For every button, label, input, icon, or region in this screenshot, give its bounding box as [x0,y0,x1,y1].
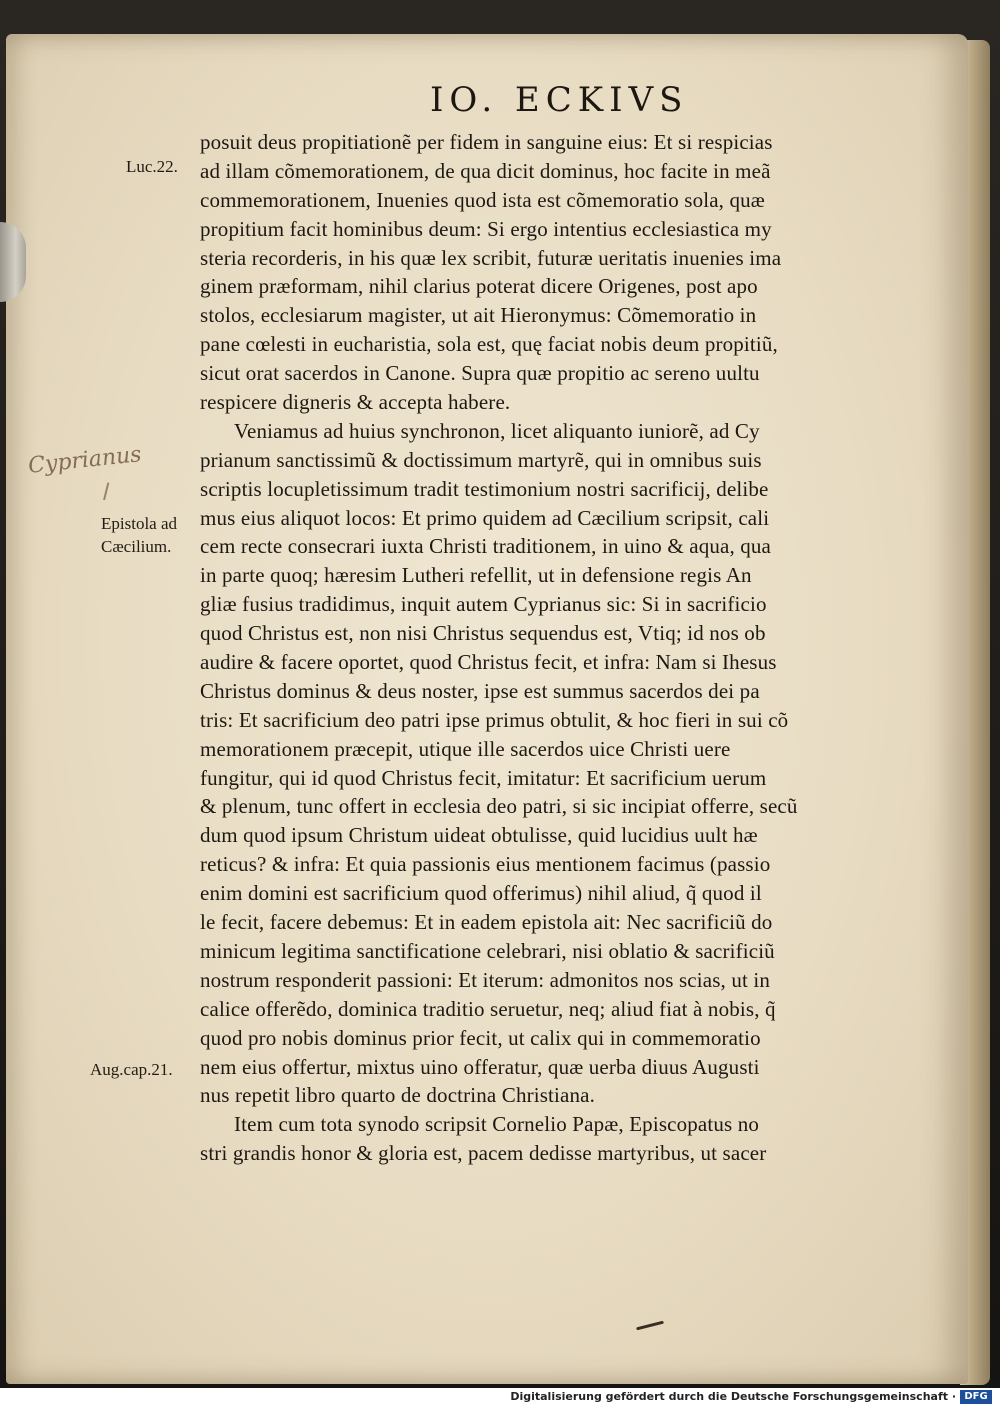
text-line: le fecit, facere debemus: Et in eadem epistola ait: Nec sacrificiũ do [200,910,773,935]
text-line: stolos, ecclesiarum magister, ut ait Hieronymus: Cõmemoratio in [200,303,757,328]
text-line: tris: Et sacrificium deo patri ipse primus obtulit, & hoc fieri in sui cõ [200,707,789,732]
margin-note-luc: Luc.22. [126,157,178,176]
text-line: nem eius offertur, mixtus uino offeratur, quæ uerba diuus Augusti [200,1054,760,1079]
margin-note-epistola-line1: Epistola ad [101,514,178,533]
text-line: stri grandis honor & gloria est, pacem dedisse martyribus, ut sacer [200,1141,767,1166]
body-text [200,128,900,1168]
dfg-logo: DFG [960,1390,992,1404]
text-line: nostrum responderit passioni: Et iterum: admonitos nos scias, ut in [200,967,770,992]
footer-bar [0,1388,1000,1406]
text-line: audire & facere oportet, quod Christus fecit, et infra: Nam si Ihesus [200,650,777,675]
text-line: Item cum tota synodo scripsit Cornelio Papæ, Episcopatus no [234,1112,760,1137]
text-line: minicum legitima sanctificatione celebrari, nisi oblatio & sacrificiũ [200,938,775,963]
text-line: respicere digneris & accepta habere. [200,390,511,415]
text-line: propitium facit hominibus deum: Si ergo intentius ecclesiastica my [200,216,772,241]
text-line: Veniamus ad huius synchronon, licet aliquanto iuniorẽ, ad Cy [234,418,760,443]
text-line: sicut orat sacerdos in Canone. Supra quæ propitio ac sereno uultu [200,361,760,386]
text-line: cem recte consecrari iuxta Christi traditionem, in uino & aqua, qua [200,534,772,559]
text-line: mus eius aliquot locos: Et primo quidem ad Cæcilium scripsit, cali [200,505,770,530]
text-line: calice offerẽdo, dominica traditio seruetur, neq; aliud fiat à nobis, q̃ [200,996,776,1021]
margin-note-aug: Aug.cap.21. [90,1060,173,1079]
text-line: dum quod ipsum Christum uideat obtulisse, quid lucidius uult hæ [200,823,758,848]
text-line: nus repetit libro quarto de doctrina Christiana. [200,1083,596,1108]
text-line: gliæ fusius tradidimus, inquit autem Cyprianus sic: Si in sacrificio [200,592,767,617]
text-line: reticus? & infra: Et quia passionis eius mentionem facimus (passio [200,852,771,877]
text-line: posuit deus propitiationẽ per fidem in sanguine eius: Et si respicias [200,130,773,154]
footer-credit: Digitalisierung gefördert durch die Deutsche Forschungsgemeinschaft · [510,1390,956,1403]
text-line: quod pro nobis dominus prior fecit, ut calix qui in commemoratio [200,1025,761,1050]
text-line: prianum sanctissimũ & doctissimum martyrẽ, qui in omnibus suis [200,447,762,472]
text-line: fungitur, qui id quod Christus fecit, imitatur: Et sacrificium uerum [200,765,767,790]
text-line: ad illam cõmemorationem, de qua dicit dominus, hoc facite in meã [200,158,771,183]
text-line: pane cœlesti in eucharistia, sola est, quę faciat nobis deum propitiũ, [200,332,778,357]
handwritten-annotation: Cyprianus [27,442,143,479]
text-line: & plenum, tunc offert in ecclesia deo patri, si sic incipiat offerre, secũ [200,794,798,819]
text-line: steria recorderis, in his quæ lex scribit, futuræ ueritatis inuenies ima [200,245,782,270]
text-line: commemorationem, Inuenies quod ista est cõmemoratio sola, quæ [200,187,765,212]
text-line: Christus dominus & deus noster, ipse est summus sacerdos dei pa [200,678,760,703]
text-line: quod Christus est, non nisi Christus sequendus est, Vtiq; id nos ob [200,621,766,646]
running-title: IO. ECKIVS [430,80,689,120]
text-line: in parte quoq; hæresim Lutheri refellit, ut in defensione regis An [200,563,752,588]
text-line: ginem præformam, nihil clarius poterat dicere Origenes, post apo [200,274,758,299]
text-line: scriptis locupletissimum tradit testimonium nostri sacrificij, delibe [200,476,769,501]
text-line: enim domini est sacrificium quod offerimus) nihil aliud, q̃ quod il [200,881,762,906]
text-line: memorationem præcepit, utique ille sacerdos uice Christi uere [200,736,731,761]
margin-note-epistola-line2: Cæcilium. [101,537,172,556]
